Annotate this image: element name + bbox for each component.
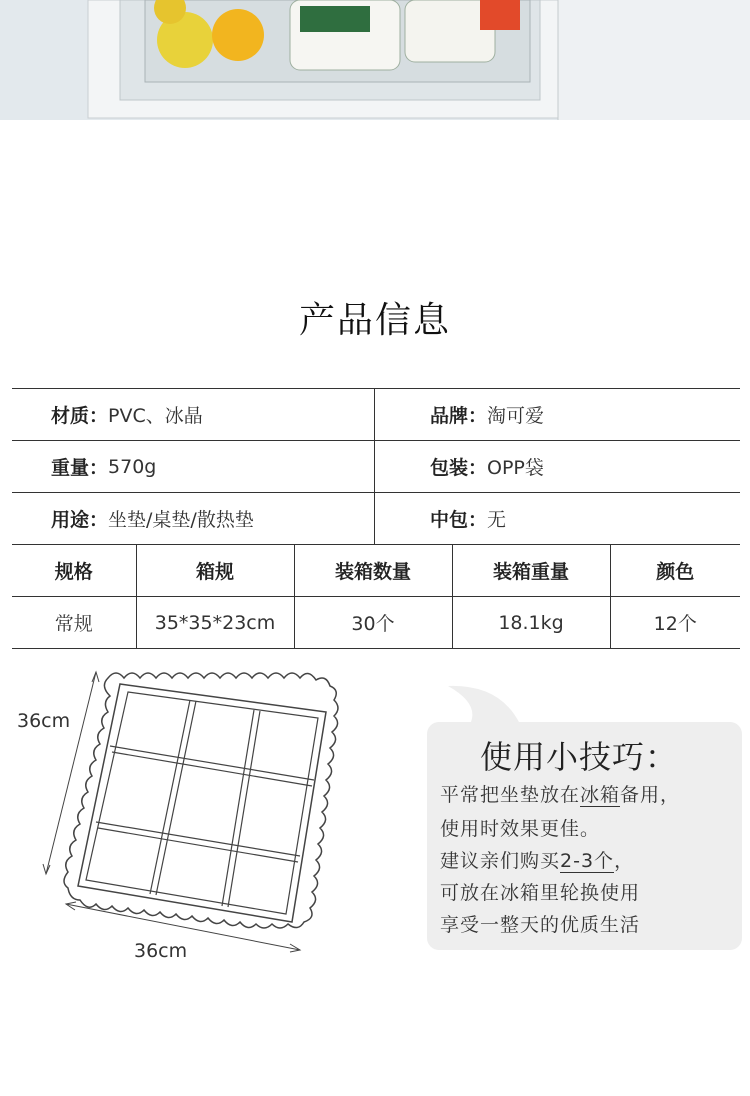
spec-table: [12, 544, 740, 649]
tips-title: 使用小技巧：: [480, 738, 679, 776]
usage-value: 坐垫/桌垫/散热垫: [108, 509, 254, 531]
bottom-dimension-label: 36cm: [134, 940, 188, 962]
spec-header: 装箱重量: [452, 545, 610, 597]
spec-cell: 12个: [610, 597, 740, 649]
mat-diagram: [0, 660, 430, 960]
side-dimension-label: 36cm: [17, 710, 71, 732]
mat-outline: [64, 673, 338, 928]
spec-header-row: [12, 545, 740, 597]
usage-label: 用途：: [51, 509, 109, 531]
weight-label: 重量：: [51, 457, 109, 479]
tip-line: 可放在冰箱里轮换使用: [440, 882, 641, 904]
packaging-value: OPP袋: [487, 457, 544, 479]
spec-row: [12, 597, 740, 649]
spec-header: 规格: [12, 545, 136, 597]
material-value: PVC、冰晶: [108, 405, 203, 427]
tip-line: 享受一整天的优质生活: [440, 914, 641, 936]
tip-line: 建议亲们购买2-3个，: [440, 850, 635, 872]
inner-pack-value: 无: [487, 509, 507, 531]
spec-header: 装箱数量: [294, 545, 452, 597]
brand-value: 淘可爱: [487, 405, 545, 427]
packaging-label: 包装：: [430, 457, 488, 479]
product-photo: [0, 0, 750, 120]
spec-cell: 18.1kg: [452, 597, 610, 649]
info-row: [12, 493, 740, 545]
info-row: [12, 389, 740, 441]
tip-line: 平常把坐垫放在冰箱备用，: [440, 784, 681, 806]
info-row: [12, 441, 740, 493]
tip-line: 使用时效果更佳。: [440, 818, 601, 840]
spec-cell: 35*35*23cm: [136, 597, 294, 649]
fridge-drawer-illustration: [0, 0, 750, 120]
page-title: 产品信息: [298, 300, 451, 341]
spec-header: 箱规: [136, 545, 294, 597]
product-info-table: [12, 388, 740, 545]
material-label: 材质：: [51, 405, 109, 427]
spec-header: 颜色: [610, 545, 740, 597]
spec-cell: 常规: [12, 597, 136, 649]
inner-pack-label: 中包：: [430, 509, 488, 531]
spec-cell: 30个: [294, 597, 452, 649]
brand-label: 品牌：: [430, 405, 488, 427]
weight-value: 570g: [108, 455, 157, 478]
